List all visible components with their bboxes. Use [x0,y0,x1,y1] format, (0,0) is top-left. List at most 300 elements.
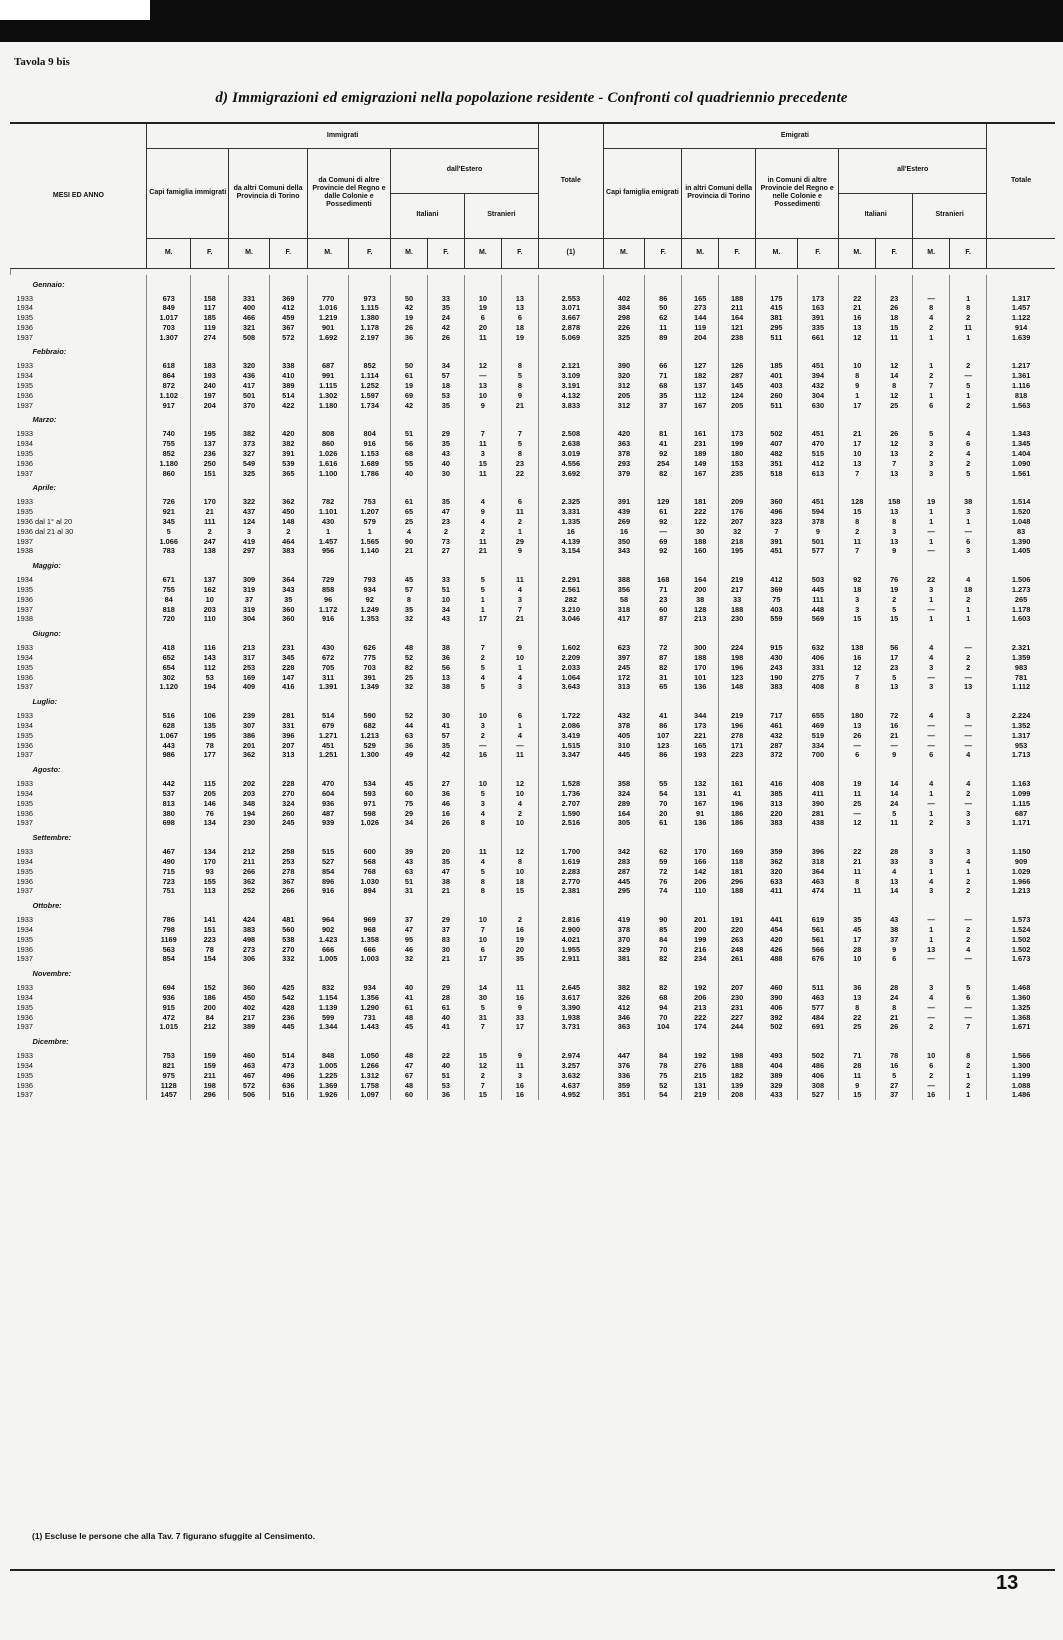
table-row [11,517,1056,527]
table-cell: 18 [839,585,876,595]
table-cell: 136 [682,682,719,692]
table-cell: 51 [390,877,427,887]
table-cell: 411 [797,789,839,799]
table-cell: 220 [719,925,756,935]
table-cell: 13 [876,449,913,459]
table-cell: 17 [876,653,913,663]
table-cell: 5 [464,663,501,673]
table-cell: 501 [797,537,839,547]
table-row [11,294,1056,304]
table-cell: 7 [913,381,950,391]
empty-cell [913,556,950,575]
table-cell: 39 [390,847,427,857]
table-cell: 445 [269,1022,307,1032]
table-cell: 679 [307,721,349,731]
table-cell: 4 [950,449,987,459]
empty-cell [427,828,464,847]
table-cell: 1.067 [147,731,191,741]
table-cell: 320 [603,371,645,381]
empty-cell [876,478,913,497]
table-cell: 860 [307,439,349,449]
empty-cell [645,275,682,294]
table-row [11,643,1056,653]
table-cell: 6 [464,313,501,323]
table-body [11,268,1056,1100]
table-cell: 38 [876,925,913,935]
table-cell: 69 [645,537,682,547]
empty-cell [427,964,464,983]
table-cell: 70 [645,799,682,809]
table-cell: 171 [719,741,756,751]
table-cell: 13 [501,294,538,304]
table-cell: 4 [501,673,538,683]
table-cell: 16 [538,527,603,537]
table-cell: 1 [913,391,950,401]
table-cell: 278 [719,731,756,741]
table-cell: 25 [839,799,876,809]
table-cell: 432 [603,711,645,721]
year-label: 1936 [16,672,33,682]
table-cell: 266 [269,886,307,896]
table-cell: 13 [464,381,501,391]
empty-cell [349,760,391,779]
table-cell: 428 [269,1003,307,1013]
table-cell: 2 [464,653,501,663]
empty-cell [603,410,645,429]
table-cell: 1.213 [349,731,391,741]
table-cell: — [913,799,950,809]
table-cell: 313 [603,682,645,692]
table-cell: 1.153 [349,449,391,459]
table-cell: 4 [464,857,501,867]
empty-cell [682,828,719,847]
table-row [11,439,1056,449]
table-cell: 34 [390,818,427,828]
table-cell: — [950,741,987,751]
table-cell: 1.102 [147,391,191,401]
table-cell: — [913,673,950,683]
table-cell: 123 [645,741,682,751]
table-cell: 48 [390,643,427,653]
table-cell: 253 [229,663,269,673]
table-cell: 29 [427,915,464,925]
table-cell: 6 [913,401,950,411]
table-cell: 406 [797,1071,839,1081]
table-cell: 1.486 [987,1090,1055,1100]
table-cell: 388 [603,575,645,585]
table-cell: 78 [191,945,229,955]
table-cell: 217 [229,1013,269,1023]
month-header-row [11,828,1056,847]
empty-cell [349,896,391,915]
table-cell: 35 [427,857,464,867]
empty-cell [538,478,603,497]
table-cell: 1 [913,333,950,343]
table-cell: 753 [147,1051,191,1061]
table-cell: 305 [603,818,645,828]
table-cell: 1.180 [307,401,349,411]
table-cell: 566 [797,945,839,955]
year-label: 1936 [16,390,33,400]
table-cell: 205 [191,789,229,799]
table-cell: 220 [756,809,798,819]
empty-cell [538,1032,603,1051]
table-cell: 194 [229,809,269,819]
table-cell: 147 [269,673,307,683]
empty-cell [987,342,1055,361]
table-cell: 3.667 [538,313,603,323]
table-cell: 496 [756,507,798,517]
empty-cell [191,275,229,294]
header-f: F. [876,238,913,268]
table-cell: 165 [682,294,719,304]
table-cell: 2 [839,527,876,537]
table-cell: 481 [269,915,307,925]
table-cell: 182 [682,371,719,381]
month-header-row [11,624,1056,643]
table-cell: 2 [913,1071,950,1081]
empty-cell [229,478,269,497]
table-cell: 934 [349,585,391,595]
table-cell: 3 [876,527,913,537]
table-cell: 10 [501,818,538,828]
table-cell: 502 [756,1022,798,1032]
table-cell: 16 [501,925,538,935]
table-cell: 493 [756,1051,798,1061]
empty-cell [682,624,719,643]
empty-cell [147,556,191,575]
table-cell: 698 [147,818,191,828]
table-cell: 2.209 [538,653,603,663]
table-cell: 16 [501,1090,538,1100]
table-cell: 381 [603,954,645,964]
table-cell: 82 [645,469,682,479]
table-cell: 1.443 [349,1022,391,1032]
empty-cell [987,828,1055,847]
table-cell: 141 [191,915,229,925]
empty-cell [719,828,756,847]
table-cell: 1.405 [987,546,1055,556]
table-cell: — [950,721,987,731]
table-cell: 35 [427,497,464,507]
table-cell: 123 [719,673,756,683]
table-cell: 411 [756,886,798,896]
table-cell: 1.353 [349,614,391,624]
table-cell: 2 [950,313,987,323]
table-cell: 1.700 [538,847,603,857]
empty-cell [682,692,719,711]
empty-cell [538,828,603,847]
table-cell: 1.358 [349,935,391,945]
table-cell: 44 [390,721,427,731]
table-cell: 560 [269,925,307,935]
empty-cell [950,1032,987,1051]
empty-cell [427,275,464,294]
table-cell: 5 [950,381,987,391]
table-cell: 2 [950,1081,987,1091]
table-cell: 12 [501,847,538,857]
table-cell: 167 [682,799,719,809]
table-cell: 15 [464,1090,501,1100]
table-cell: 86 [645,750,682,760]
empty-cell [987,478,1055,497]
empty-cell [147,478,191,497]
table-cell: 2 [464,731,501,741]
table-cell: 30 [427,469,464,479]
table-cell: 38 [682,595,719,605]
table-cell: 1 [501,721,538,731]
table-row [11,1081,1056,1091]
table-cell: 19 [501,935,538,945]
table-cell: 182 [719,1071,756,1081]
table-cell: 401 [756,371,798,381]
table-cell: 93 [191,867,229,877]
empty-cell [645,964,682,983]
table-cell: 37 [645,401,682,411]
table-cell: 1.064 [538,673,603,683]
table-cell: 5 [876,605,913,615]
table-cell: 24 [876,799,913,809]
table-cell: 753 [349,497,391,507]
empty-cell [147,692,191,711]
empty-cell [603,828,645,847]
table-cell: 51 [427,1071,464,1081]
table-cell: 169 [229,673,269,683]
table-cell: — [950,954,987,964]
table-cell: 1.673 [987,954,1055,964]
table-cell: 381 [756,313,798,323]
table-cell: 191 [719,915,756,925]
table-cell: 29 [501,537,538,547]
table-cell: 35 [427,439,464,449]
table-cell: 391 [797,313,839,323]
table-cell: 5 [464,1003,501,1013]
table-cell: 3 [839,595,876,605]
table-cell: 1.713 [987,750,1055,760]
table-cell: 3.617 [538,993,603,1003]
table-cell: 1.722 [538,711,603,721]
table-cell: 30 [427,711,464,721]
table-cell: 36 [390,333,427,343]
table-cell: 8 [501,361,538,371]
table-cell: 1 [913,809,950,819]
empty-cell [464,342,501,361]
table-cell: 386 [229,731,269,741]
table-cell: 16 [501,1081,538,1091]
empty-cell [538,275,603,294]
table-cell: 515 [797,449,839,459]
table-cell: 37 [876,1090,913,1100]
table-cell: 25 [390,517,427,527]
table-cell: 12 [876,391,913,401]
empty-cell [349,692,391,711]
table-cell: 400 [229,303,269,313]
table-cell: 296 [191,1090,229,1100]
table-cell: 298 [603,313,645,323]
table-cell: 309 [229,575,269,585]
table-cell: 26 [876,303,913,313]
table-row [11,915,1056,925]
empty-cell [913,692,950,711]
table-cell: 2.197 [349,333,391,343]
empty-cell [876,760,913,779]
table-cell: 47 [390,925,427,935]
table-cell: 2 [427,527,464,537]
table-cell: 329 [756,1081,798,1091]
table-cell: — [913,1013,950,1023]
empty-cell [756,964,798,983]
table-cell: 1 [950,1090,987,1100]
table-cell: 13 [876,507,913,517]
table-cell: 31 [464,1013,501,1023]
table-cell: 459 [269,313,307,323]
empty-cell [645,478,682,497]
empty-cell [427,624,464,643]
table-cell: 22 [913,575,950,585]
empty-cell [191,692,229,711]
table-cell: 618 [147,361,191,371]
table-cell: 2.508 [538,429,603,439]
table-cell: 14 [876,371,913,381]
table-cell: 41 [719,789,756,799]
table-cell: 527 [797,1090,839,1100]
table-cell: 482 [756,449,798,459]
table-row [11,731,1056,741]
table-cell: 8 [913,303,950,313]
table-cell: 516 [147,711,191,721]
empty-cell [538,624,603,643]
table-cell: 33 [427,575,464,585]
table-cell: 2 [950,877,987,887]
table-cell: 306 [229,954,269,964]
table-cell: 65 [645,682,682,692]
table-cell: 1 [950,517,987,527]
table-cell: 3 [913,439,950,449]
table-cell: 32 [719,527,756,537]
table-cell: 345 [147,517,191,527]
table-cell: 9 [464,507,501,517]
table-cell: 527 [307,857,349,867]
table-cell: — [839,741,876,751]
table-cell: 149 [682,459,719,469]
table-cell: 1.926 [307,1090,349,1100]
table-cell: 4 [913,993,950,1003]
table-cell: 68 [645,993,682,1003]
table-cell: 12 [464,1061,501,1071]
year-label: 1937 [16,682,33,692]
table-cell: 363 [603,1022,645,1032]
empty-cell [390,478,427,497]
table-cell: 5 [876,1071,913,1081]
empty-cell [839,624,876,643]
table-cell: 8 [876,517,913,527]
table-row [11,983,1056,993]
year-label: 1933 [16,915,33,925]
table-cell: 12 [876,439,913,449]
table-row [11,673,1056,683]
table-cell: 3 [913,585,950,595]
table-cell: 204 [191,401,229,411]
header-m: M. [839,238,876,268]
year-label: 1937 [16,1022,33,1032]
table-cell: 818 [987,391,1055,401]
year-label: 1937 [16,468,33,478]
table-cell: 1.100 [307,469,349,479]
table-cell: 2 [950,459,987,469]
empty-cell [229,342,269,361]
header-m: M. [756,238,798,268]
table-cell: 2 [501,915,538,925]
table-cell: 254 [645,459,682,469]
header-totale-imm: Totale [538,124,603,238]
table-cell: 3.019 [538,449,603,459]
table-cell: 1.115 [349,303,391,313]
table-cell: 8 [501,381,538,391]
table-cell: 10 [839,954,876,964]
table-cell: 11 [464,847,501,857]
year-label: 1933 [16,497,33,507]
table-cell: 207 [269,741,307,751]
table-cell: 360 [229,983,269,993]
table-cell: 14 [464,983,501,993]
table-cell: 2 [950,595,987,605]
table-cell: 5 [950,469,987,479]
table-cell: 472 [147,1013,191,1023]
empty-cell [756,410,798,429]
scan-notch [0,0,150,20]
table-cell: 1.938 [538,1013,603,1023]
table-cell: 343 [269,585,307,595]
table-cell: 2.878 [538,323,603,333]
table-cell: 167 [682,469,719,479]
table-cell: 7 [464,1022,501,1032]
table-row [11,721,1056,731]
table-cell: 1.300 [987,1061,1055,1071]
empty-cell [797,692,839,711]
header-emigrati: Emigrati [603,124,987,148]
table-cell: — [839,809,876,819]
table-cell: 61 [645,507,682,517]
table-cell: 75 [645,1071,682,1081]
table-cell: 11 [839,789,876,799]
table-cell: 35 [839,915,876,925]
empty-cell [839,896,876,915]
header-f: F. [645,238,682,268]
table-cell: 409 [229,682,269,692]
table-cell: 860 [147,469,191,479]
table-cell: 227 [719,1013,756,1023]
empty-cell [756,275,798,294]
month-label: Agosto: [32,765,61,775]
table-cell: 13 [950,682,987,692]
table-cell: 1.359 [987,653,1055,663]
table-cell: 1.380 [349,313,391,323]
table-cell: 1.524 [987,925,1055,935]
table-cell: 2 [501,517,538,527]
empty-cell [645,342,682,361]
table-cell: 488 [756,954,798,964]
table-number: Tavola 9 bis [14,56,70,68]
empty-cell [191,556,229,575]
month-header-row [11,896,1056,915]
table-cell: 1.217 [987,361,1055,371]
table-row [11,391,1056,401]
table-cell: 630 [797,401,839,411]
table-cell: 3.257 [538,1061,603,1071]
table-cell: 19 [390,313,427,323]
table-cell: 1.597 [349,391,391,401]
table-cell: 42 [390,303,427,313]
